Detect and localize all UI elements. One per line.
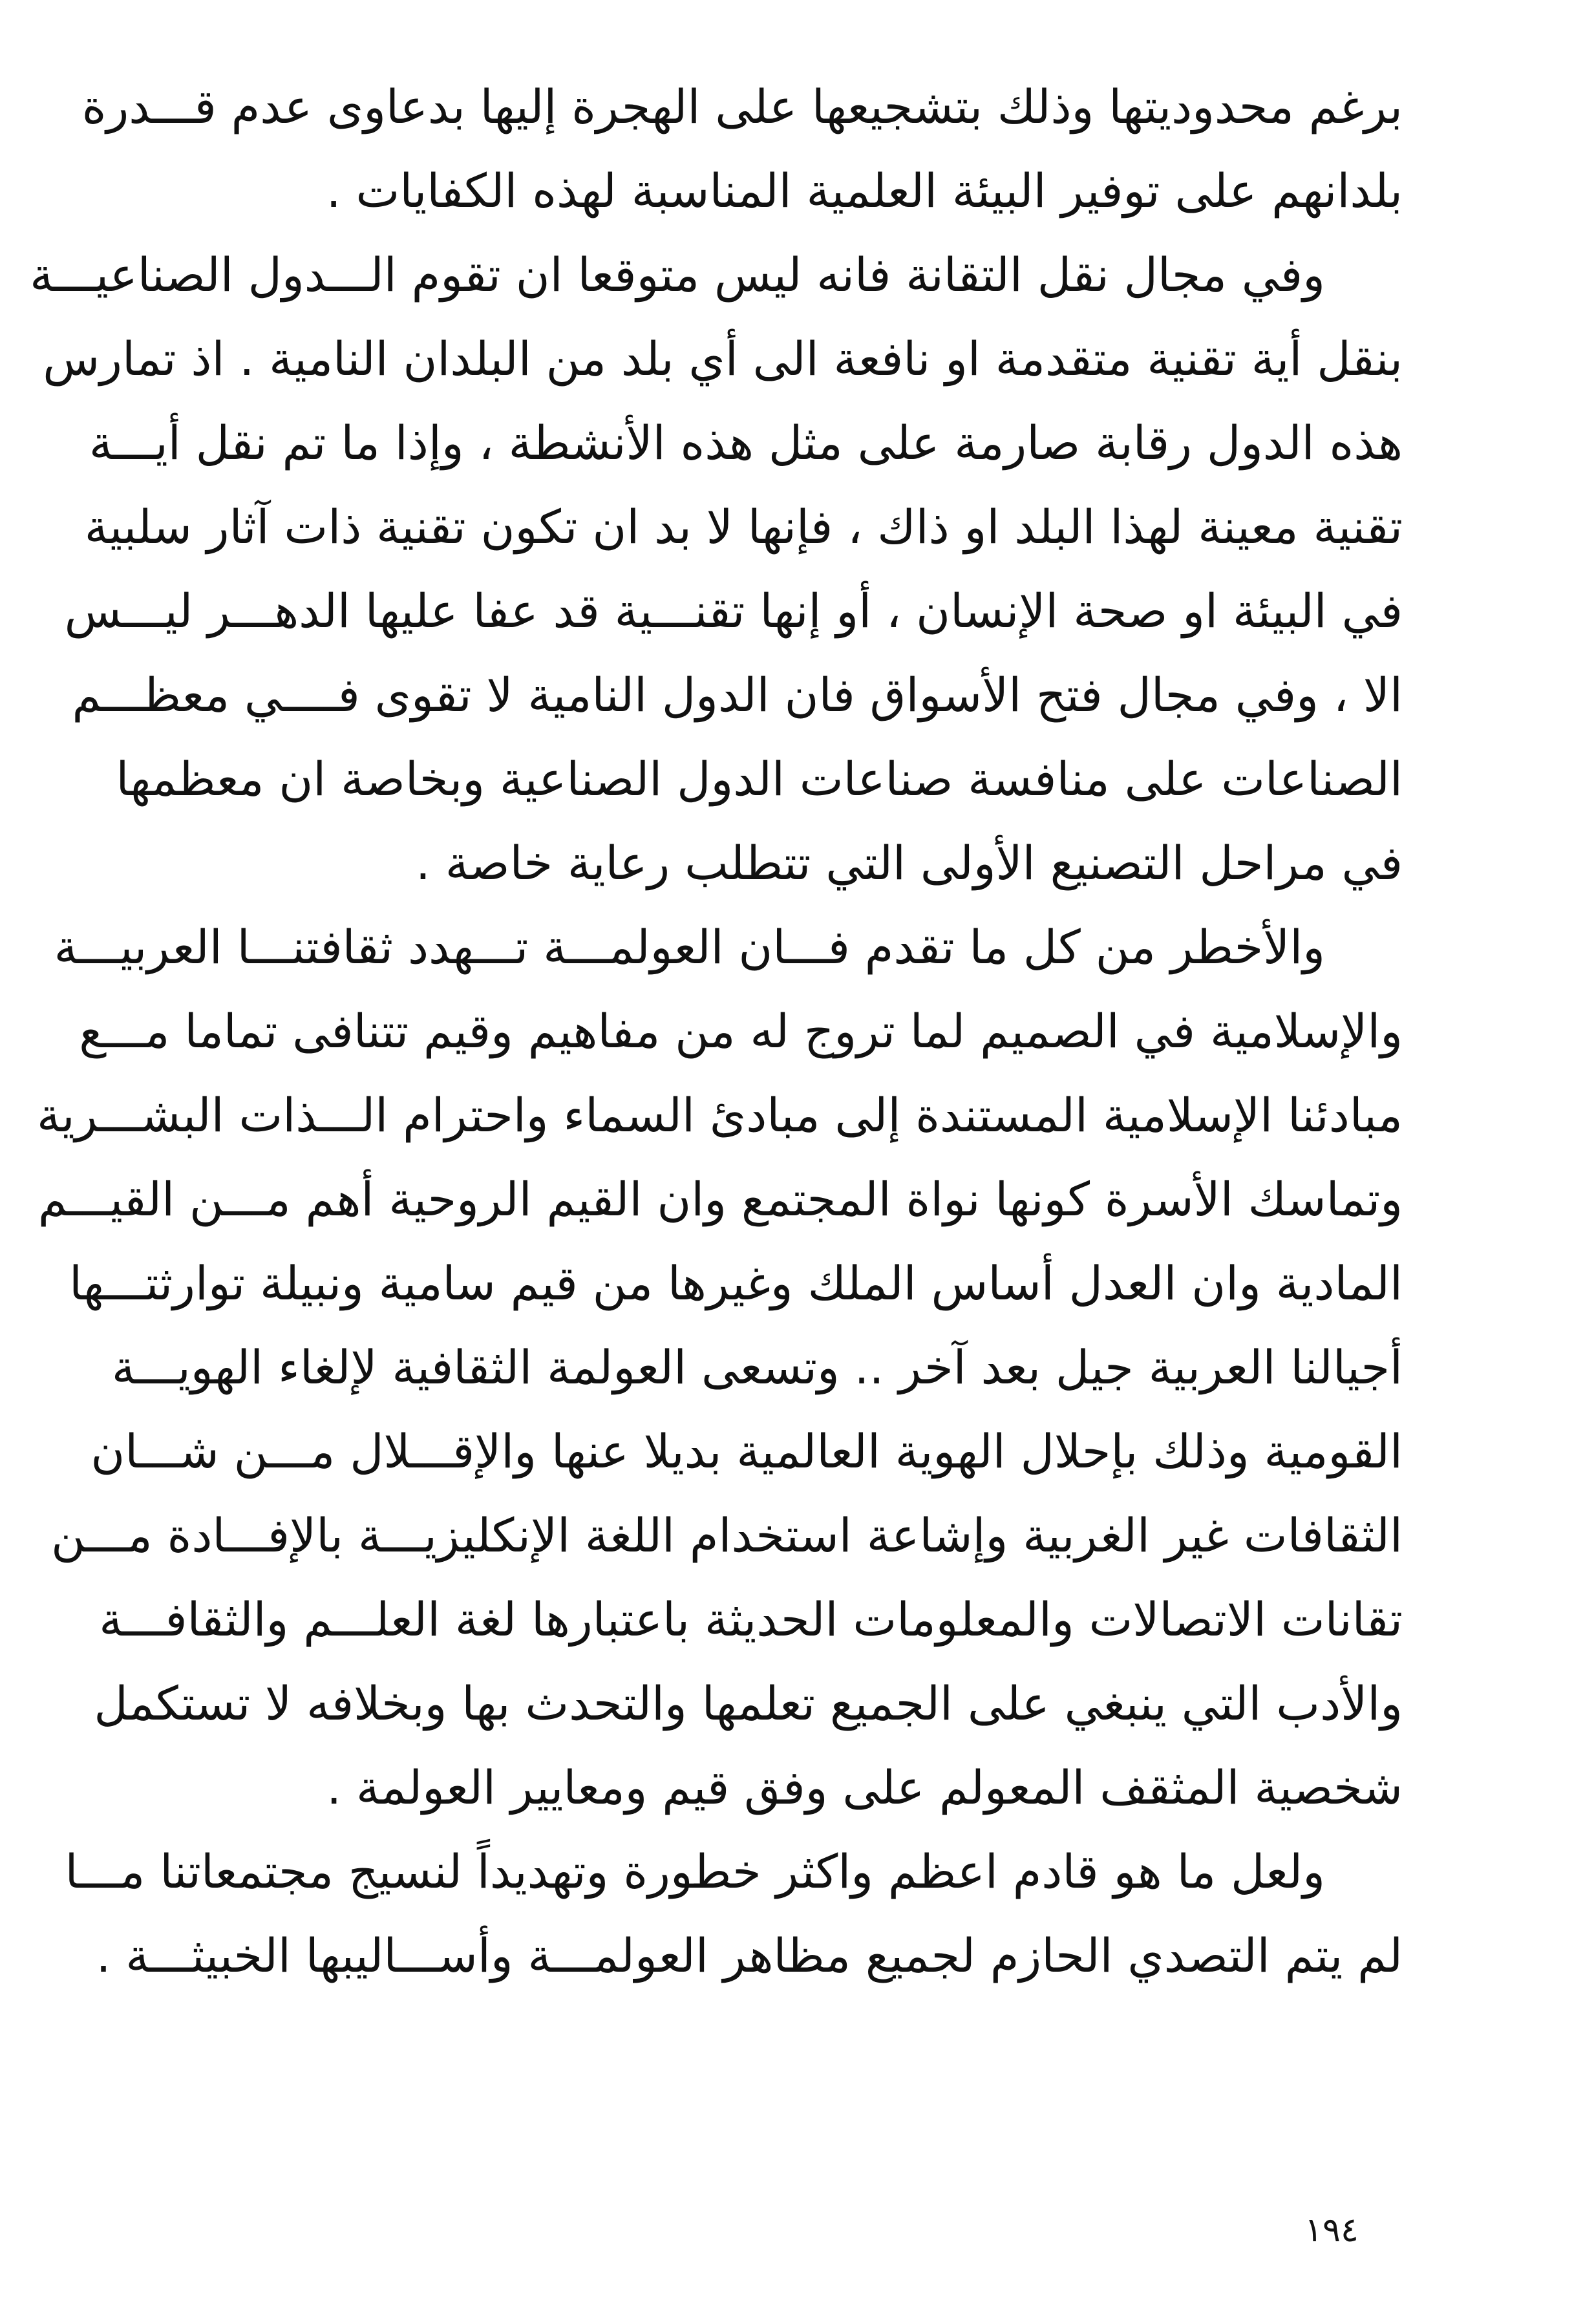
text-line: أجيالنا العربية جيل بعد آخر .. وتسعى العولمة الثقافية لإلغاء الهويـــة: [111, 1340, 1403, 1394]
text-line: المادية وان العدل أساس الملك وغيرها من قيم سامية ونبيلة توارثتـــها: [69, 1256, 1403, 1310]
text-line: الثقافات غير الغربية وإشاعة استخدام اللغة الإنكليزيـــة بالإفـــادة مـــن: [51, 1508, 1403, 1562]
text-line: والأدب التي ينبغي على الجميع تعلمها والتحدث بها وبخلافه لا تستكمل: [94, 1676, 1403, 1731]
text-line: تقانات الاتصالات والمعلومات الحديثة باعتبارها لغة العلـــم والثقافـــة: [99, 1592, 1403, 1647]
page-body: [30, 65, 1403, 1998]
text-line: في مراحل التصنيع الأولى التي تتطلب رعاية خاصة .: [416, 836, 1403, 890]
text-line: الصناعات على منافسة صناعات الدول الصناعية وبخاصة ان معظمها: [116, 752, 1403, 806]
text-line: هذه الدول رقابة صارمة على مثل هذه الأنشطة ، وإذا ما تم نقل أيـــة: [89, 416, 1403, 470]
text-line: مبادئنا الإسلامية المستندة إلى مبادئ السماء واحترام الـــذات البشـــرية: [37, 1088, 1403, 1142]
text-line: والأخطر من كل ما تقدم فـــان العولمـــة تـــهدد ثقافتنـــا العربيـــة: [54, 920, 1325, 974]
text-line: وفي مجال نقل التقانة فانه ليس متوقعا ان تقوم الـــدول الصناعيـــة: [30, 248, 1325, 302]
text-line: ولعل ما هو قادم اعظم واكثر خطورة وتهديداً لنسيج مجتمعاتنا مـــا: [65, 1844, 1325, 1899]
text-line: وتماسك الأسرة كونها نواة المجتمع وان القيم الروحية أهم مـــن القيـــم: [37, 1172, 1403, 1226]
text-line: الا ، وفي مجال فتح الأسواق فان الدول النامية لا تقوى فــــي معظـــم: [72, 668, 1403, 722]
text-line: في البيئة او صحة الإنسان ، أو إنها تقنـــية قد عفا عليها الدهـــر ليـــس: [64, 584, 1403, 638]
text-line: بلدانهم على توفير البيئة العلمية المناسبة لهذه الكفايات .: [326, 164, 1403, 218]
text-line: برغم محدوديتها وذلك بتشجيعها على الهجرة إليها بدعاوى عدم قـــدرة: [81, 80, 1403, 134]
text-line: شخصية المثقف المعولم على وفق قيم ومعايير العولمة .: [326, 1760, 1403, 1815]
text-line: تقنية معينة لهذا البلد او ذاك ، فإنها لا بد ان تكون تقنية ذات آثار سلبية: [84, 500, 1403, 554]
text-line: القومية وذلك بإحلال الهوية العالمية بديلا عنها والإقـــلال مـــن شـــان: [90, 1424, 1403, 1478]
text-line: لم يتم التصدي الحازم لجميع مظاهر العولمـــة وأســـاليبها الخبيثـــة .: [96, 1928, 1403, 1983]
text-line: والإسلامية في الصميم لما تروج له من مفاهيم وقيم تتنافى تماما مـــع: [79, 1004, 1403, 1058]
text-line: بنقل أية تقنية متقدمة او نافعة الى أي بلد من البلدان النامية . اذ تمارس: [43, 332, 1403, 386]
page-number: ١٩٤: [1304, 2211, 1359, 2250]
